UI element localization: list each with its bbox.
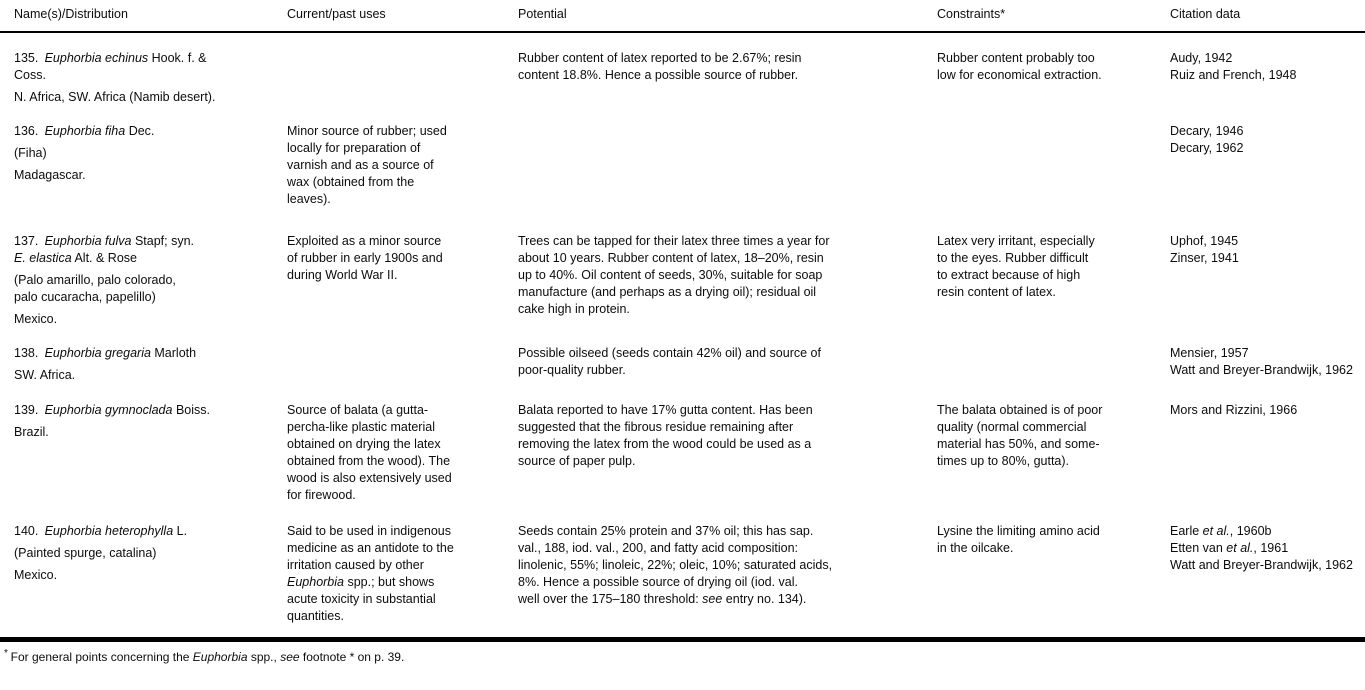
column-header-name-distribution: Name(s)/Distribution [14, 7, 128, 21]
table-row [0, 523, 1365, 625]
paragraph: Zinser, 1941 [1170, 251, 1239, 265]
paragraph: Decary, 1962 [1170, 141, 1244, 155]
uses-cell [287, 233, 518, 328]
uses-cell [287, 523, 518, 625]
potential-cell [518, 50, 937, 106]
footnote-text [4, 649, 1365, 666]
paragraph: 140. Euphorbia heterophylla L. [14, 524, 188, 538]
potential-cell [518, 123, 937, 208]
constraints-cell [937, 523, 1170, 625]
paragraph: 136. Euphorbia fiha Dec. [14, 124, 155, 138]
potential-cell [518, 523, 937, 625]
uses-cell [287, 123, 518, 208]
paragraph: (Fiha) [14, 146, 47, 160]
name-cell [14, 402, 287, 504]
paragraph: Etten van et al., 1961 [1170, 541, 1289, 555]
citations-cell [1170, 233, 1365, 328]
paragraph: Mexico. [14, 312, 58, 326]
paragraph: Rubber content probably too low for economical extraction. [937, 51, 1102, 82]
paragraph: (Palo amarillo, palo colorado, palo cucaracha, papelillo) [14, 273, 176, 304]
paragraph: 138. Euphorbia gregaria Marloth [14, 346, 197, 360]
paragraph: 137. Euphorbia fulva Stapf; syn. E. elastica Alt. & Rose [14, 234, 194, 265]
table-row [0, 50, 1365, 106]
paragraph: Uphof, 1945 [1170, 234, 1239, 248]
table-row [0, 345, 1365, 384]
citations-cell [1170, 123, 1365, 208]
column-header-current-past-uses: Current/past uses [287, 7, 386, 21]
citations-cell [1170, 523, 1365, 625]
constraints-cell [937, 233, 1170, 328]
paragraph: (Painted spurge, catalina) [14, 546, 157, 560]
paragraph: Mexico. [14, 568, 58, 582]
paragraph: Decary, 1946 [1170, 124, 1244, 138]
citations-cell [1170, 50, 1365, 106]
citations-cell [1170, 345, 1365, 384]
name-cell [14, 523, 287, 625]
table-row [0, 402, 1365, 504]
paragraph: Minor source of rubber; used locally for preparation of varnish and as a source of wax (obtained from the leaves). [287, 124, 447, 206]
paragraph: Mensier, 1957 [1170, 346, 1249, 360]
column-header-citation-data: Citation data [1170, 7, 1241, 21]
paragraph: Watt and Breyer-Brandwijk, 1962 [1170, 558, 1353, 572]
table-row [0, 123, 1365, 208]
table-row [0, 233, 1365, 328]
paragraph: N. Africa, SW. Africa (Namib desert). [14, 90, 216, 104]
paragraph: Lysine the limiting amino acid in the oilcake. [937, 524, 1100, 555]
constraints-cell [937, 50, 1170, 106]
paragraph: SW. Africa. [14, 368, 76, 382]
paragraph: Seeds contain 25% protein and 37% oil; this has sap. val., 188, iod. val., 200, and fatty acid composition: linolenic, 55%; linoleic, 22%; oleic, 10%; saturated acids, 8%. Hence a possible source of drying oil (iod. val. well over the 175–180 threshold: see entry no. 134). [518, 524, 833, 606]
paragraph: Ruiz and French, 1948 [1170, 68, 1297, 82]
paragraph: Madagascar. [14, 168, 86, 182]
constraints-cell [937, 345, 1170, 384]
potential-cell [518, 402, 937, 504]
column-header-potential: Potential [518, 7, 567, 21]
paragraph: The balata obtained is of poor quality (normal commercial material has 50%, and some- times up to 80%, gutta). [937, 403, 1103, 468]
name-cell [14, 123, 287, 208]
uses-cell [287, 345, 518, 384]
paragraph: Latex very irritant, especially to the eyes. Rubber difficult to extract because of high resin content of latex. [937, 234, 1095, 299]
column-header-constraints: Constraints* [937, 7, 1006, 21]
uses-cell [287, 50, 518, 106]
paragraph: Audy, 1942 [1170, 51, 1233, 65]
paragraph: Balata reported to have 17% gutta content. Has been suggested that the fibrous residue remaining after removing the latex from the wood could be used as a source of paper pulp. [518, 403, 813, 468]
paragraph: Said to be used in indigenous medicine as an antidote to the irritation caused by other Euphorbia spp.; but shows acute toxicity in substantial quantities. [287, 524, 454, 623]
table-header-row [0, 0, 1365, 33]
potential-cell [518, 233, 937, 328]
constraints-cell [937, 402, 1170, 504]
paragraph: Rubber content of latex reported to be 2.67%; resin content 18.8%. Hence a possible source of rubber. [518, 51, 802, 82]
paragraph: Mors and Rizzini, 1966 [1170, 403, 1298, 417]
paragraph: 139. Euphorbia gymnoclada Boiss. [14, 403, 210, 417]
table-body [0, 50, 1365, 625]
paragraph: Possible oilseed (seeds contain 42% oil) and source of poor-quality rubber. [518, 346, 821, 377]
paragraph: Brazil. [14, 425, 49, 439]
paragraph: Earle et al., 1960b [1170, 524, 1272, 538]
constraints-cell [937, 123, 1170, 208]
paragraph: Exploited as a minor source of rubber in early 1900s and during World War II. [287, 234, 443, 282]
footnote [0, 642, 1365, 666]
name-cell [14, 50, 287, 106]
potential-cell [518, 345, 937, 384]
paragraph: Watt and Breyer-Brandwijk, 1962 [1170, 363, 1353, 377]
paragraph: Trees can be tapped for their latex three times a year for about 10 years. Rubber content of latex, 18–20%, resin up to 40%. Oil content of seeds, 30%, suitable for soap manufacture (and perhaps as a drying oil); residual oil cake high in protein. [518, 234, 830, 316]
uses-cell [287, 402, 518, 504]
citations-cell [1170, 402, 1365, 504]
name-cell [14, 233, 287, 328]
name-cell [14, 345, 287, 384]
paragraph: Source of balata (a gutta- percha-like plastic material obtained on drying the latex obtained from the wood). The wood is also extensively used for firewood. [287, 403, 452, 502]
paragraph: * For general points concerning the Euphorbia spp., see footnote * on p. 39. [4, 648, 405, 664]
paragraph: 135. Euphorbia echinus Hook. f. & Coss. [14, 51, 207, 82]
